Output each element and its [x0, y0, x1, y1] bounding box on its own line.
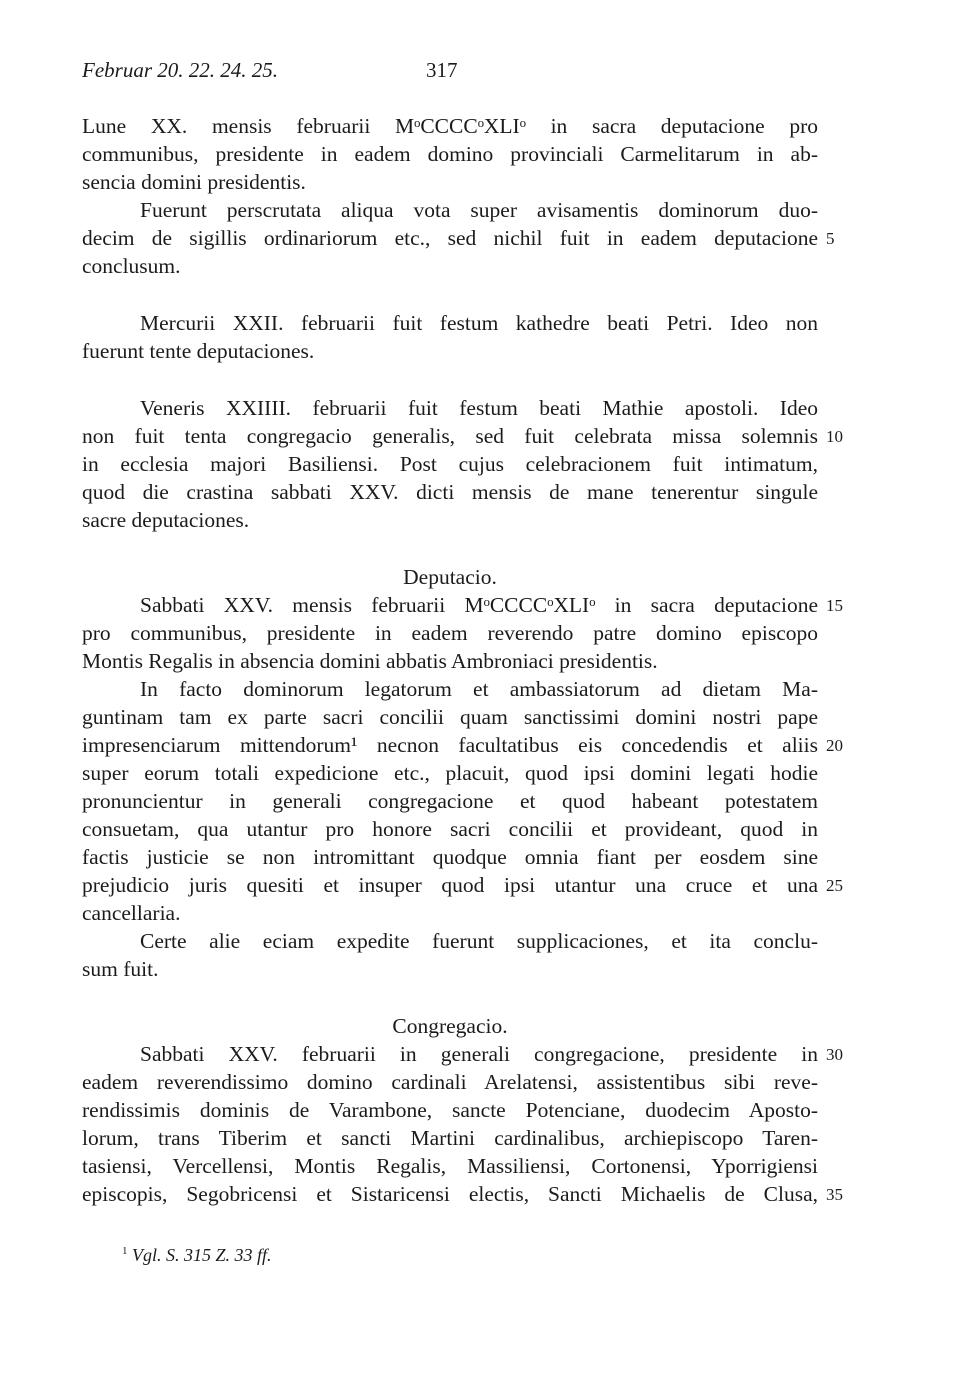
text-line: fuerunt tente deputaciones.	[82, 339, 315, 363]
text-line: sencia domini presidentis.	[82, 170, 306, 194]
section-heading-congregacio: Congregacio.	[392, 1014, 508, 1038]
text-line: impresenciarum mittendorum¹ necnon facultatibus eis concedendis et aliis	[82, 733, 818, 757]
text-line: super eorum totali expedicione etc., placuit, quod ipsi domini legati hodie	[82, 761, 818, 785]
text-line: rendissimis dominis de Varambone, sancte Potenciane, duodecim Aposto-	[82, 1098, 818, 1122]
text-line: conclusum.	[82, 254, 181, 278]
text-line: sacre deputaciones.	[82, 508, 250, 532]
running-header	[82, 58, 822, 83]
margin-line-number: 20	[826, 736, 843, 755]
footnote-mark: 1	[122, 1245, 128, 1257]
margin-line-number: 25	[826, 876, 843, 895]
text-line: Certe alie eciam expedite fuerunt supplicaciones, et ita conclu-	[140, 929, 818, 953]
text-line: sum fuit.	[82, 957, 159, 981]
text-line: Lune XX. mensis februarii MᵒCCCCᵒXLIᵒ in sacra deputacione pro	[82, 114, 818, 138]
text-line: guntinam tam ex parte sacri concilii quam sanctissimi domini nostri pape	[82, 705, 818, 729]
text-line: pronuncientur in generali congregacione et quod habeant potestatem	[82, 789, 818, 813]
text-line: communibus, presidente in eadem domino provinciali Carmelitarum in ab-	[82, 142, 818, 166]
footnote	[122, 1245, 272, 1266]
text-line: factis justicie se non intromittant quodque omnia fiant per eosdem sine	[82, 845, 818, 869]
header-dates: Februar 20. 22. 24. 25.	[82, 58, 278, 82]
margin-line-number: 35	[826, 1185, 843, 1204]
text-line: consuetam, qua utantur pro honore sacri concilii et provideant, quod in	[82, 817, 818, 841]
text-line: Sabbati XXV. februarii in generali congregacione, presidente in	[140, 1042, 818, 1066]
page-number: 317	[426, 58, 458, 82]
text-line: non fuit tenta congregacio generalis, sed fuit celebrata missa solemnis	[82, 424, 818, 448]
text-line: lorum, trans Tiberim et sancti Martini cardinalibus, archiepiscopo Taren-	[82, 1126, 818, 1150]
margin-line-number: 15	[826, 596, 843, 615]
margin-line-number: 5	[826, 229, 835, 248]
margin-line-number: 30	[826, 1045, 843, 1064]
text-line: Fuerunt perscrutata aliqua vota super avisamentis dominorum duo-	[140, 198, 818, 222]
text-line: episcopis, Segobricensi et Sistaricensi electis, Sancti Michaelis de Clusa,	[82, 1182, 818, 1206]
margin-line-number: 10	[826, 427, 843, 446]
text-line: Mercurii XXII. februarii fuit festum kathedre beati Petri. Ideo non	[140, 311, 818, 335]
text-line: quod die crastina sabbati XXV. dicti mensis de mane tenerentur singule	[82, 480, 818, 504]
text-line: cancellaria.	[82, 901, 181, 925]
text-line: tasiensi, Vercellensi, Montis Regalis, Massiliensi, Cortonensi, Yporrigiensi	[82, 1154, 818, 1178]
text-line: Veneris XXIIII. februarii fuit festum beati Mathie apostoli. Ideo	[140, 396, 818, 420]
text-line: eadem reverendissimo domino cardinali Arelatensi, assistentibus sibi reve-	[82, 1070, 818, 1094]
text-line: prejudicio juris quesiti et insuper quod ipsi utantur una cruce et una	[82, 873, 818, 897]
footnote-text: Vgl. S. 315 Z. 33 ff.	[132, 1245, 272, 1265]
text-line: in ecclesia majori Basiliensi. Post cujus celebracionem fuit intimatum,	[82, 452, 818, 476]
text-line: Sabbati XXV. mensis februarii MᵒCCCCᵒXLIᵒ in sacra deputacione	[140, 593, 818, 617]
text-line: decim de sigillis ordinariorum etc., sed nichil fuit in eadem deputacione	[82, 226, 818, 250]
text-line: In facto dominorum legatorum et ambassiatorum ad dietam Ma-	[140, 677, 818, 701]
text-line: pro communibus, presidente in eadem reverendo patre domino episcopo	[82, 621, 818, 645]
section-heading-deputacio: Deputacio.	[403, 565, 497, 589]
text-line: Montis Regalis in absencia domini abbatis Ambroniaci presidentis.	[82, 649, 658, 673]
